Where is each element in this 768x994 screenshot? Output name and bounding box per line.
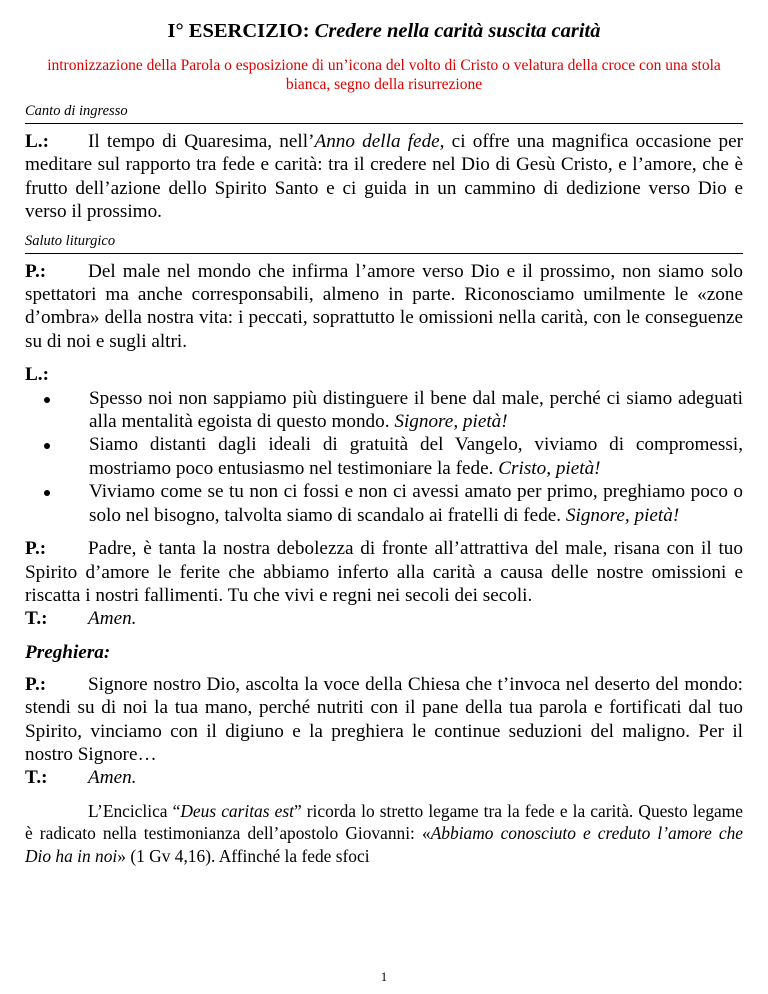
saluto-label: Saluto liturgico: [25, 232, 116, 249]
speaker-label: T.:: [25, 608, 48, 630]
intro-paragraph: L.: Il tempo di Quaresima, nell’Anno della fede, ci offre una magnifica occasione per meditare sul rapporto tra fede e carità: tra il credere nel Dio di Gesù Cristo, e l’amore, che è frutto dell’azione dello Spirito Santo e ci guida in un cammino di dedizione verso Dio e verso il prossimo.: [25, 131, 743, 223]
document-page: [25, 18, 743, 868]
canto-label: Canto di ingresso: [25, 103, 128, 119]
bullet-icon: [44, 397, 50, 403]
title-bold: I° ESERCIZIO:: [167, 20, 310, 42]
page-title: [25, 18, 743, 44]
speaker-label: P.:: [25, 673, 47, 695]
rubric-text: intronizzazione della Parola o esposizione di un’icona del volto di Cristo o velatura della croce con una stola bianca, segno della risurrezione: [47, 57, 721, 93]
divider: [25, 123, 743, 124]
p2-paragraph: P.: Padre, è tanta la nostra debolezza di fronte all’attrattiva del male, risana con il tuo Spirito d’amore le ferite che abbiamo inferto alla carità a causa delle nostre omissioni e riscatta i nostri fallimenti. Tu che vivi e regni nei secoli dei secoli.: [25, 538, 743, 606]
invocation-list: [25, 387, 743, 527]
speaker-label: L.:: [25, 131, 49, 152]
amen-line: T.: Amen.: [25, 767, 137, 789]
title-italic: Credere nella carità suscita carità: [314, 20, 601, 42]
speaker-label: T.:: [25, 767, 48, 789]
divider: [25, 253, 743, 254]
speaker-label: P.:: [25, 538, 47, 560]
speaker-label: P.:: [25, 260, 47, 282]
list-item: Spesso noi non sappiamo più distinguere il bene dal male, perché ci siamo adeguati alla mentalità egoista di questo mondo. Signore, pietà!: [25, 387, 743, 434]
amen-line: T.: Amen.: [25, 608, 137, 630]
page-number: 1: [380, 970, 388, 984]
litany-block: [25, 363, 743, 527]
list-item: Viviamo come se tu non ci fossi e non ci avessi amato per primo, preghiamo poco o solo nel bisogno, talvolta siamo di scandalo ai fratelli di fede. Signore, pietà!: [25, 480, 743, 527]
speaker-label: L.:: [25, 364, 49, 386]
p1-paragraph: P.: Del male nel mondo che infirma l’amore verso Dio e il prossimo, non siamo solo spettatori ma anche corresponsabili, almeno in parte. Riconosciamo umilmente le «zone d’ombra» della nostra vita: i peccati, soprattutto le omissioni nella carità, con le conseguenze su di noi e sugli altri.: [25, 260, 743, 352]
closing-paragraph: L’Enciclica “Deus caritas est” ricorda lo stretto legame tra la fede e la carità. Questo legame è radicato nella testimonianza dell’apostolo Giovanni: «Abbiamo conosciuto e creduto l’amore che Dio ha in noi» (1 Gv 4,16). Affinché la fede sfoci: [25, 800, 744, 866]
list-item: Siamo distanti dagli ideali di gratuità del Vangelo, viviamo di compromessi, mostriamo poco entusiasmo nel testimoniare la fede. Cristo, pietà!: [25, 433, 743, 480]
p3-paragraph: P.: Signore nostro Dio, ascolta la voce della Chiesa che t’invoca nel deserto del mondo: stendi su di noi la tua mano, perché nutriti con il pane della tua parola e fortificati dal tuo Spirito, vinciamo con il digiuno e la preghiera le continue seduzioni del maligno. Per il nostro Signore…: [25, 673, 743, 765]
preghiera-heading: Preghiera:: [25, 641, 111, 663]
bullet-icon: [44, 443, 50, 449]
bullet-icon: [44, 490, 50, 496]
